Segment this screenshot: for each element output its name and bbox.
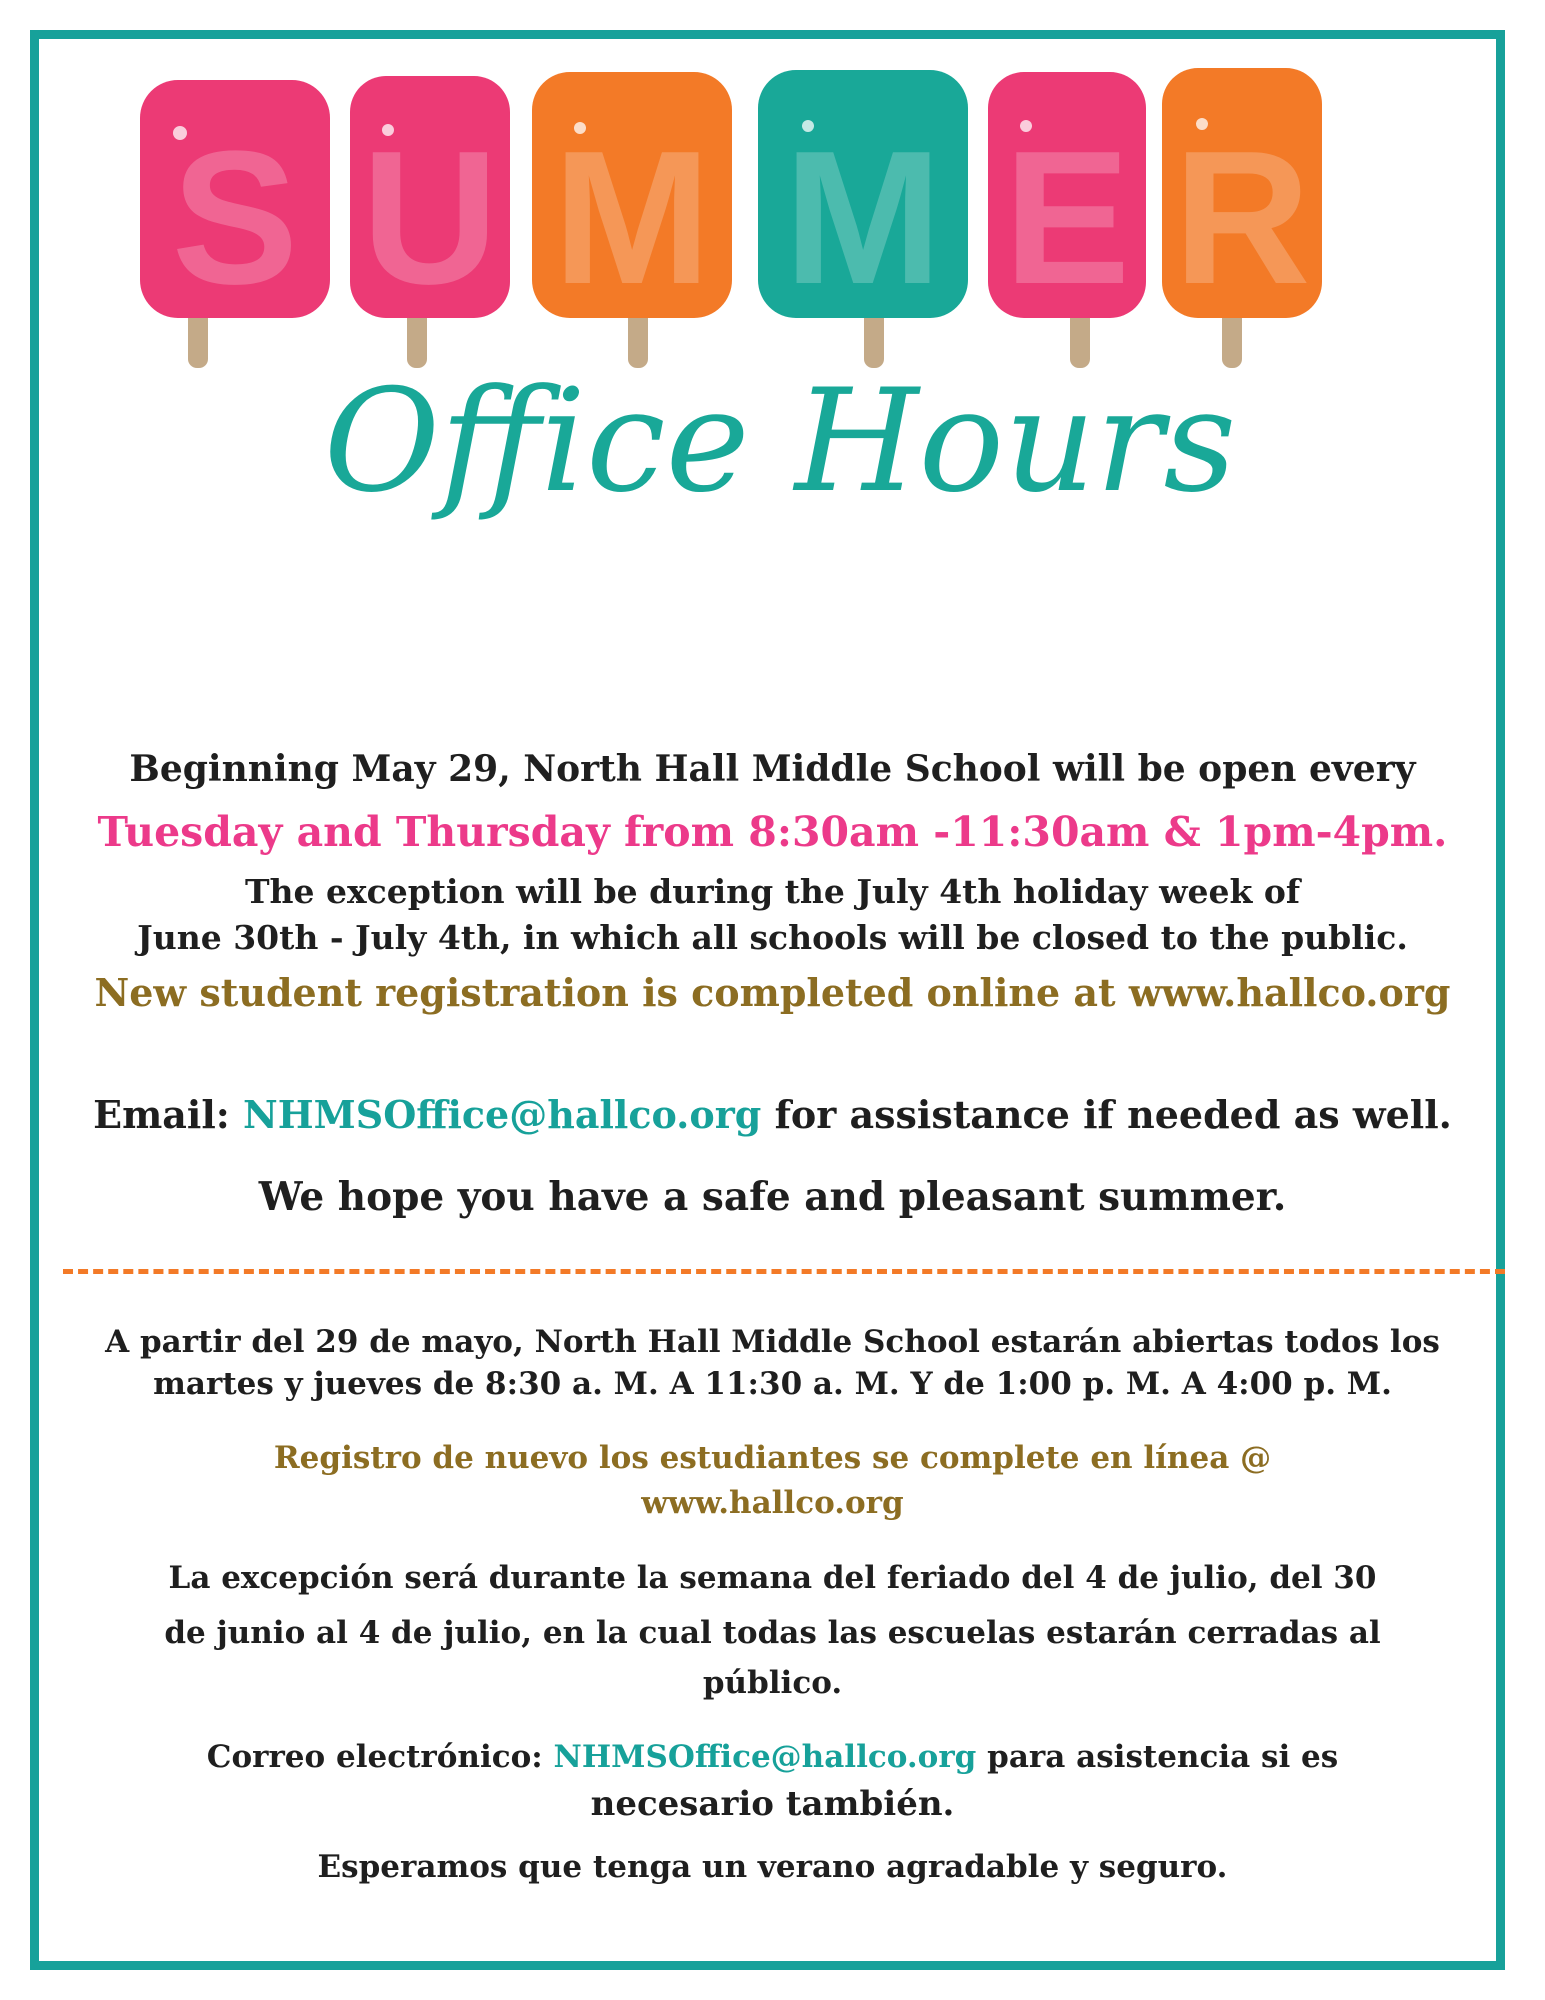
es-email-line — [0, 1739, 1545, 1775]
section-divider — [63, 1269, 1505, 1274]
es-email-line-2: necesario también. — [590, 1784, 955, 1824]
popsicle-blocks — [140, 68, 1322, 318]
es-email-tail: para asistencia si es — [976, 1739, 1339, 1775]
es-hours-line: martes y jueves de 8:30 a. M. A 11:30 a. M. Y de 1:00 p. M. A 4:00 p. M. — [153, 1366, 1392, 1402]
es-email-label: Correo electrónico: — [206, 1739, 554, 1775]
es-intro-line: A partir del 29 de mayo, North Hall Middle School estarán abiertas todos los — [105, 1324, 1440, 1360]
title-letter-m1: M — [552, 112, 712, 324]
title-letter-r: R — [1173, 112, 1311, 324]
es-email-link[interactable]: NHMSOffice@hallco.org — [553, 1739, 977, 1775]
title-letter-s: S — [171, 112, 299, 324]
summer-office-hours-graphic — [140, 58, 1420, 618]
es-registration-url: www.hallco.org — [641, 1485, 904, 1521]
exception-line-1: The exception will be during the July 4th holiday week of — [244, 872, 1301, 911]
title-letter-e: E — [1003, 112, 1131, 324]
closing-line: We hope you have a safe and pleasant summer. — [258, 1174, 1287, 1220]
intro-line: Beginning May 29, North Hall Middle School will be open every — [129, 748, 1416, 790]
es-closing-line: Esperamos que tenga un verano agradable y seguro. — [317, 1849, 1228, 1885]
registration-line: New student registration is completed online at www.hallco.org — [94, 970, 1451, 1015]
email-line — [0, 1092, 1545, 1137]
title-letter-m2: M — [783, 112, 943, 324]
es-exception-line-1: La excepción será durante la semana del feriado del 4 de julio, del 30 — [168, 1560, 1377, 1596]
hours-line: Tuesday and Thursday from 8:30am -11:30am & 1pm-4pm. — [97, 808, 1448, 856]
es-exception-line-3: público. — [702, 1665, 843, 1701]
es-exception-line-2: de junio al 4 de julio, en la cual todas las escuelas estarán cerradas al — [164, 1615, 1381, 1651]
email-label: Email: — [93, 1092, 244, 1137]
office-hours-script: Office Hours — [323, 359, 1237, 524]
email-tail: for assistance if needed as well. — [761, 1092, 1452, 1137]
email-link[interactable]: NHMSOffice@hallco.org — [243, 1092, 762, 1137]
es-registration-line: Registro de nuevo los estudiantes se complete en línea @ — [273, 1440, 1272, 1476]
exception-line-2: June 30th - July 4th, in which all schools will be closed to the public. — [137, 918, 1408, 957]
title-letter-u: U — [361, 112, 499, 324]
